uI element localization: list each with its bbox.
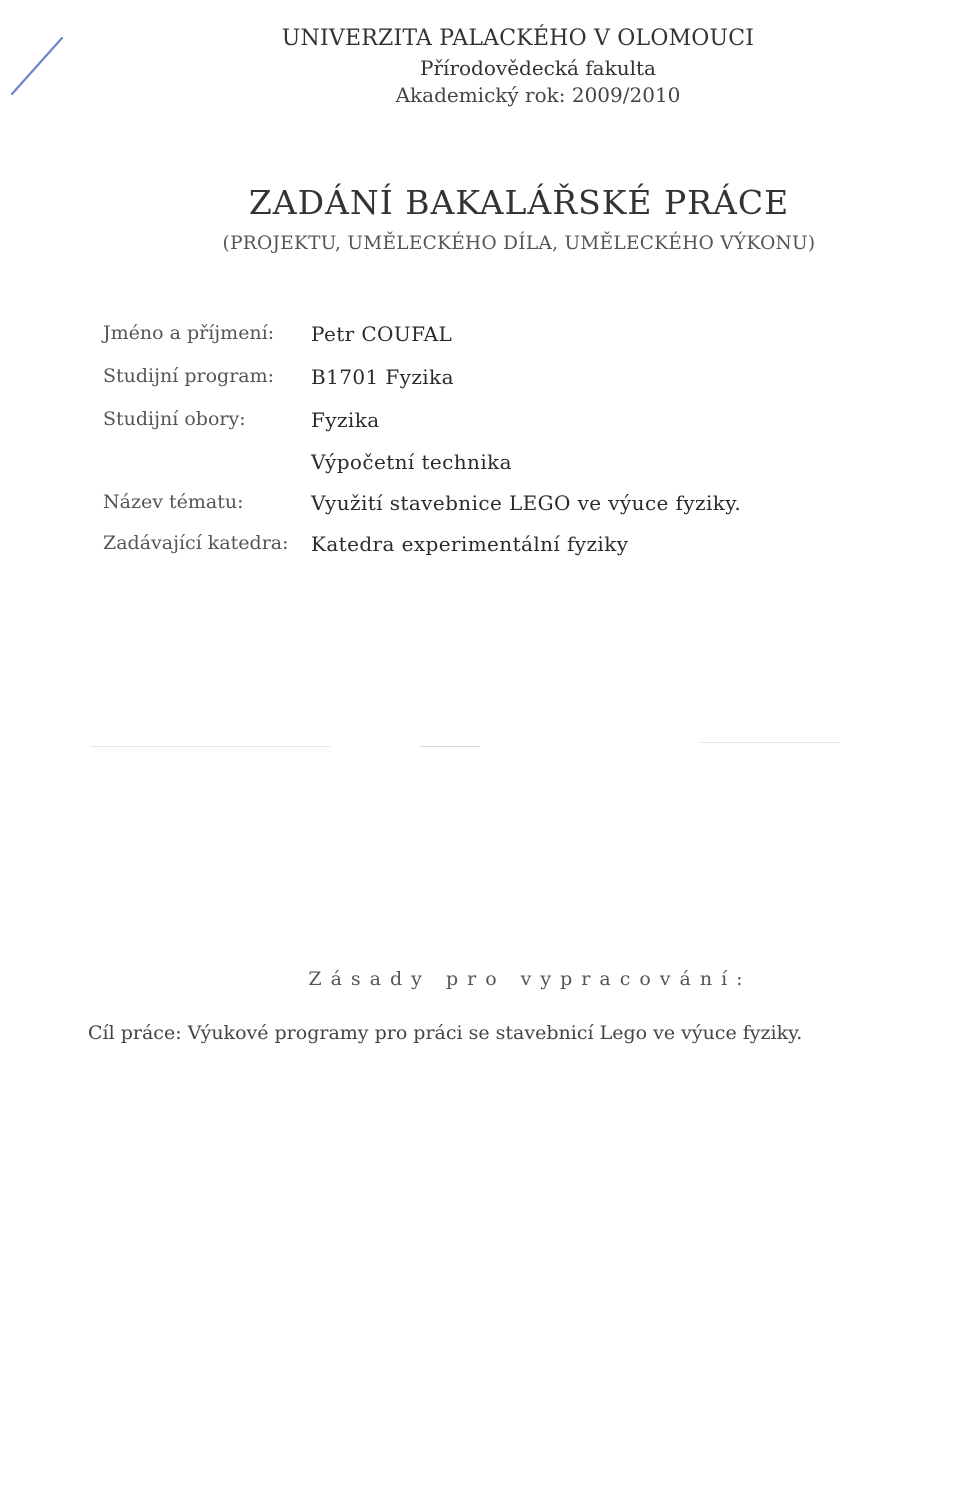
field-label: Studijní program: [103, 365, 275, 387]
principles-heading: Zásady pro vypracování: [308, 968, 752, 990]
field-label: Jméno a příjmení: [103, 322, 275, 344]
field-row-fields-2 [0, 450, 960, 480]
field-value: B1701 Fyzika [311, 365, 454, 389]
field-label: Studijní obory: [103, 408, 246, 430]
field-row-topic [0, 491, 960, 521]
thesis-goal: Cíl práce: Výukové programy pro práci se stavebnicí Lego ve výuce fyziky. [88, 1022, 803, 1044]
field-value: Využití stavebnice LEGO ve výuce fyziky. [311, 491, 742, 515]
document-subtitle: (PROJEKTU, UMĚLECKÉHO DÍLA, UMĚLECKÉHO VÝKONU) [222, 233, 816, 254]
scan-smudge-line [90, 746, 330, 747]
field-value: Petr COUFAL [311, 322, 453, 346]
field-label: Název tématu: [103, 491, 244, 513]
field-row-program [0, 365, 960, 395]
scan-smudge-line [420, 746, 480, 747]
scan-smudge-line [700, 742, 840, 743]
field-label: Zadávající katedra: [103, 532, 289, 554]
faculty-name: Přírodovědecká fakulta [420, 56, 656, 80]
document-title: ZADÁNÍ BAKALÁŘSKÉ PRÁCE [248, 183, 790, 222]
academic-year: Akademický rok: 2009/2010 [395, 83, 681, 107]
field-row-department [0, 532, 960, 562]
field-value: Katedra experimentální fyziky [311, 532, 629, 556]
university-name: UNIVERZITA PALACKÉHO V OLOMOUCI [281, 26, 755, 51]
field-value: Výpočetní technika [311, 450, 512, 474]
pen-stroke-mark [6, 30, 76, 100]
field-row-fields [0, 408, 960, 438]
field-value: Fyzika [311, 408, 380, 432]
field-row-name [0, 322, 960, 352]
